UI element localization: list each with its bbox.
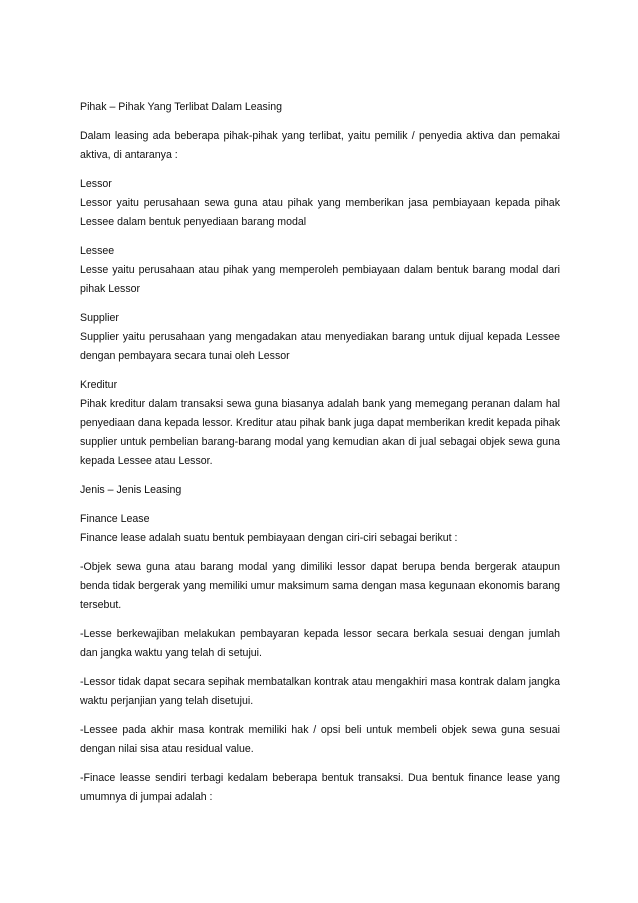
party-term: Lessee <box>80 245 115 257</box>
party-definition: Lessor yaitu perusahaan sewa guna atau pihak yang memberikan jasa pembiayaan kepada pihak Lessee dalam bentuk penyediaan barang modal <box>80 197 560 228</box>
finance-lease-point: -Lessee pada akhir masa kontrak memiliki hak / opsi beli untuk membeli objek sewa guna sesuai dengan nilai sisa atau residual value. <box>80 724 560 755</box>
document-page <box>80 98 560 817</box>
party-term: Lessor <box>80 178 112 190</box>
finance-lease-point: -Objek sewa guna atau barang modal yang dimiliki lessor dapat berupa benda bergerak ataupun benda tidak bergerak yang memiliki umur maksimum sama dengan masa kegunaan ekonomis barang tersebut. <box>80 561 560 611</box>
finance-lease-point: -Lessor tidak dapat secara sepihak membatalkan kontrak atau mengakhiri masa kontrak dalam jangka waktu perjanjian yang telah disetujui. <box>80 676 560 707</box>
party-lessor <box>80 175 560 232</box>
party-definition: Supplier yaitu perusahaan yang mengadakan atau menyediakan barang untuk dijual kepada Lessee dengan pembayara secara tunai oleh Lessor <box>80 331 560 362</box>
finance-lease-block <box>80 510 560 548</box>
party-lessee <box>80 242 560 299</box>
section-title-pihak: Pihak – Pihak Yang Terlibat Dalam Leasing <box>80 101 282 113</box>
party-definition: Pihak kreditur dalam transaksi sewa guna biasanya adalah bank yang memegang peranan dalam hal penyediaan dana kepada lessor. Kreditur atau pihak bank juga dapat memberikan kredit kepada pihak supplier untuk pembelian barang-barang modal yang kemudian akan di jual sebagai objek sewa guna kepada Lessee atau Lessor. <box>80 398 560 467</box>
section-title-jenis: Jenis – Jenis Leasing <box>80 484 182 496</box>
finance-lease-point: -Finace leasse sendiri terbagi kedalam beberapa bentuk transaksi. Dua bentuk finance lease yang umumnya di jumpai adalah : <box>80 772 560 803</box>
party-definition: Lesse yaitu perusahaan atau pihak yang memperoleh pembiayaan dalam bentuk barang modal dari pihak Lessor <box>80 264 560 295</box>
finance-lease-point: -Lesse berkewajiban melakukan pembayaran kepada lessor secara berkala sesuai dengan jumlah dan jangka waktu yang telah di setujui. <box>80 628 560 659</box>
party-term: Kreditur <box>80 379 118 391</box>
finance-lease-term: Finance Lease <box>80 513 150 525</box>
finance-lease-definition: Finance lease adalah suatu bentuk pembiayaan dengan ciri-ciri sebagai berikut : <box>80 532 458 544</box>
party-kreditur <box>80 376 560 471</box>
party-term: Supplier <box>80 312 119 324</box>
intro-paragraph: Dalam leasing ada beberapa pihak-pihak yang terlibat, yaitu pemilik / penyedia aktiva dan pemakai aktiva, di antaranya : <box>80 130 560 161</box>
party-supplier <box>80 309 560 366</box>
